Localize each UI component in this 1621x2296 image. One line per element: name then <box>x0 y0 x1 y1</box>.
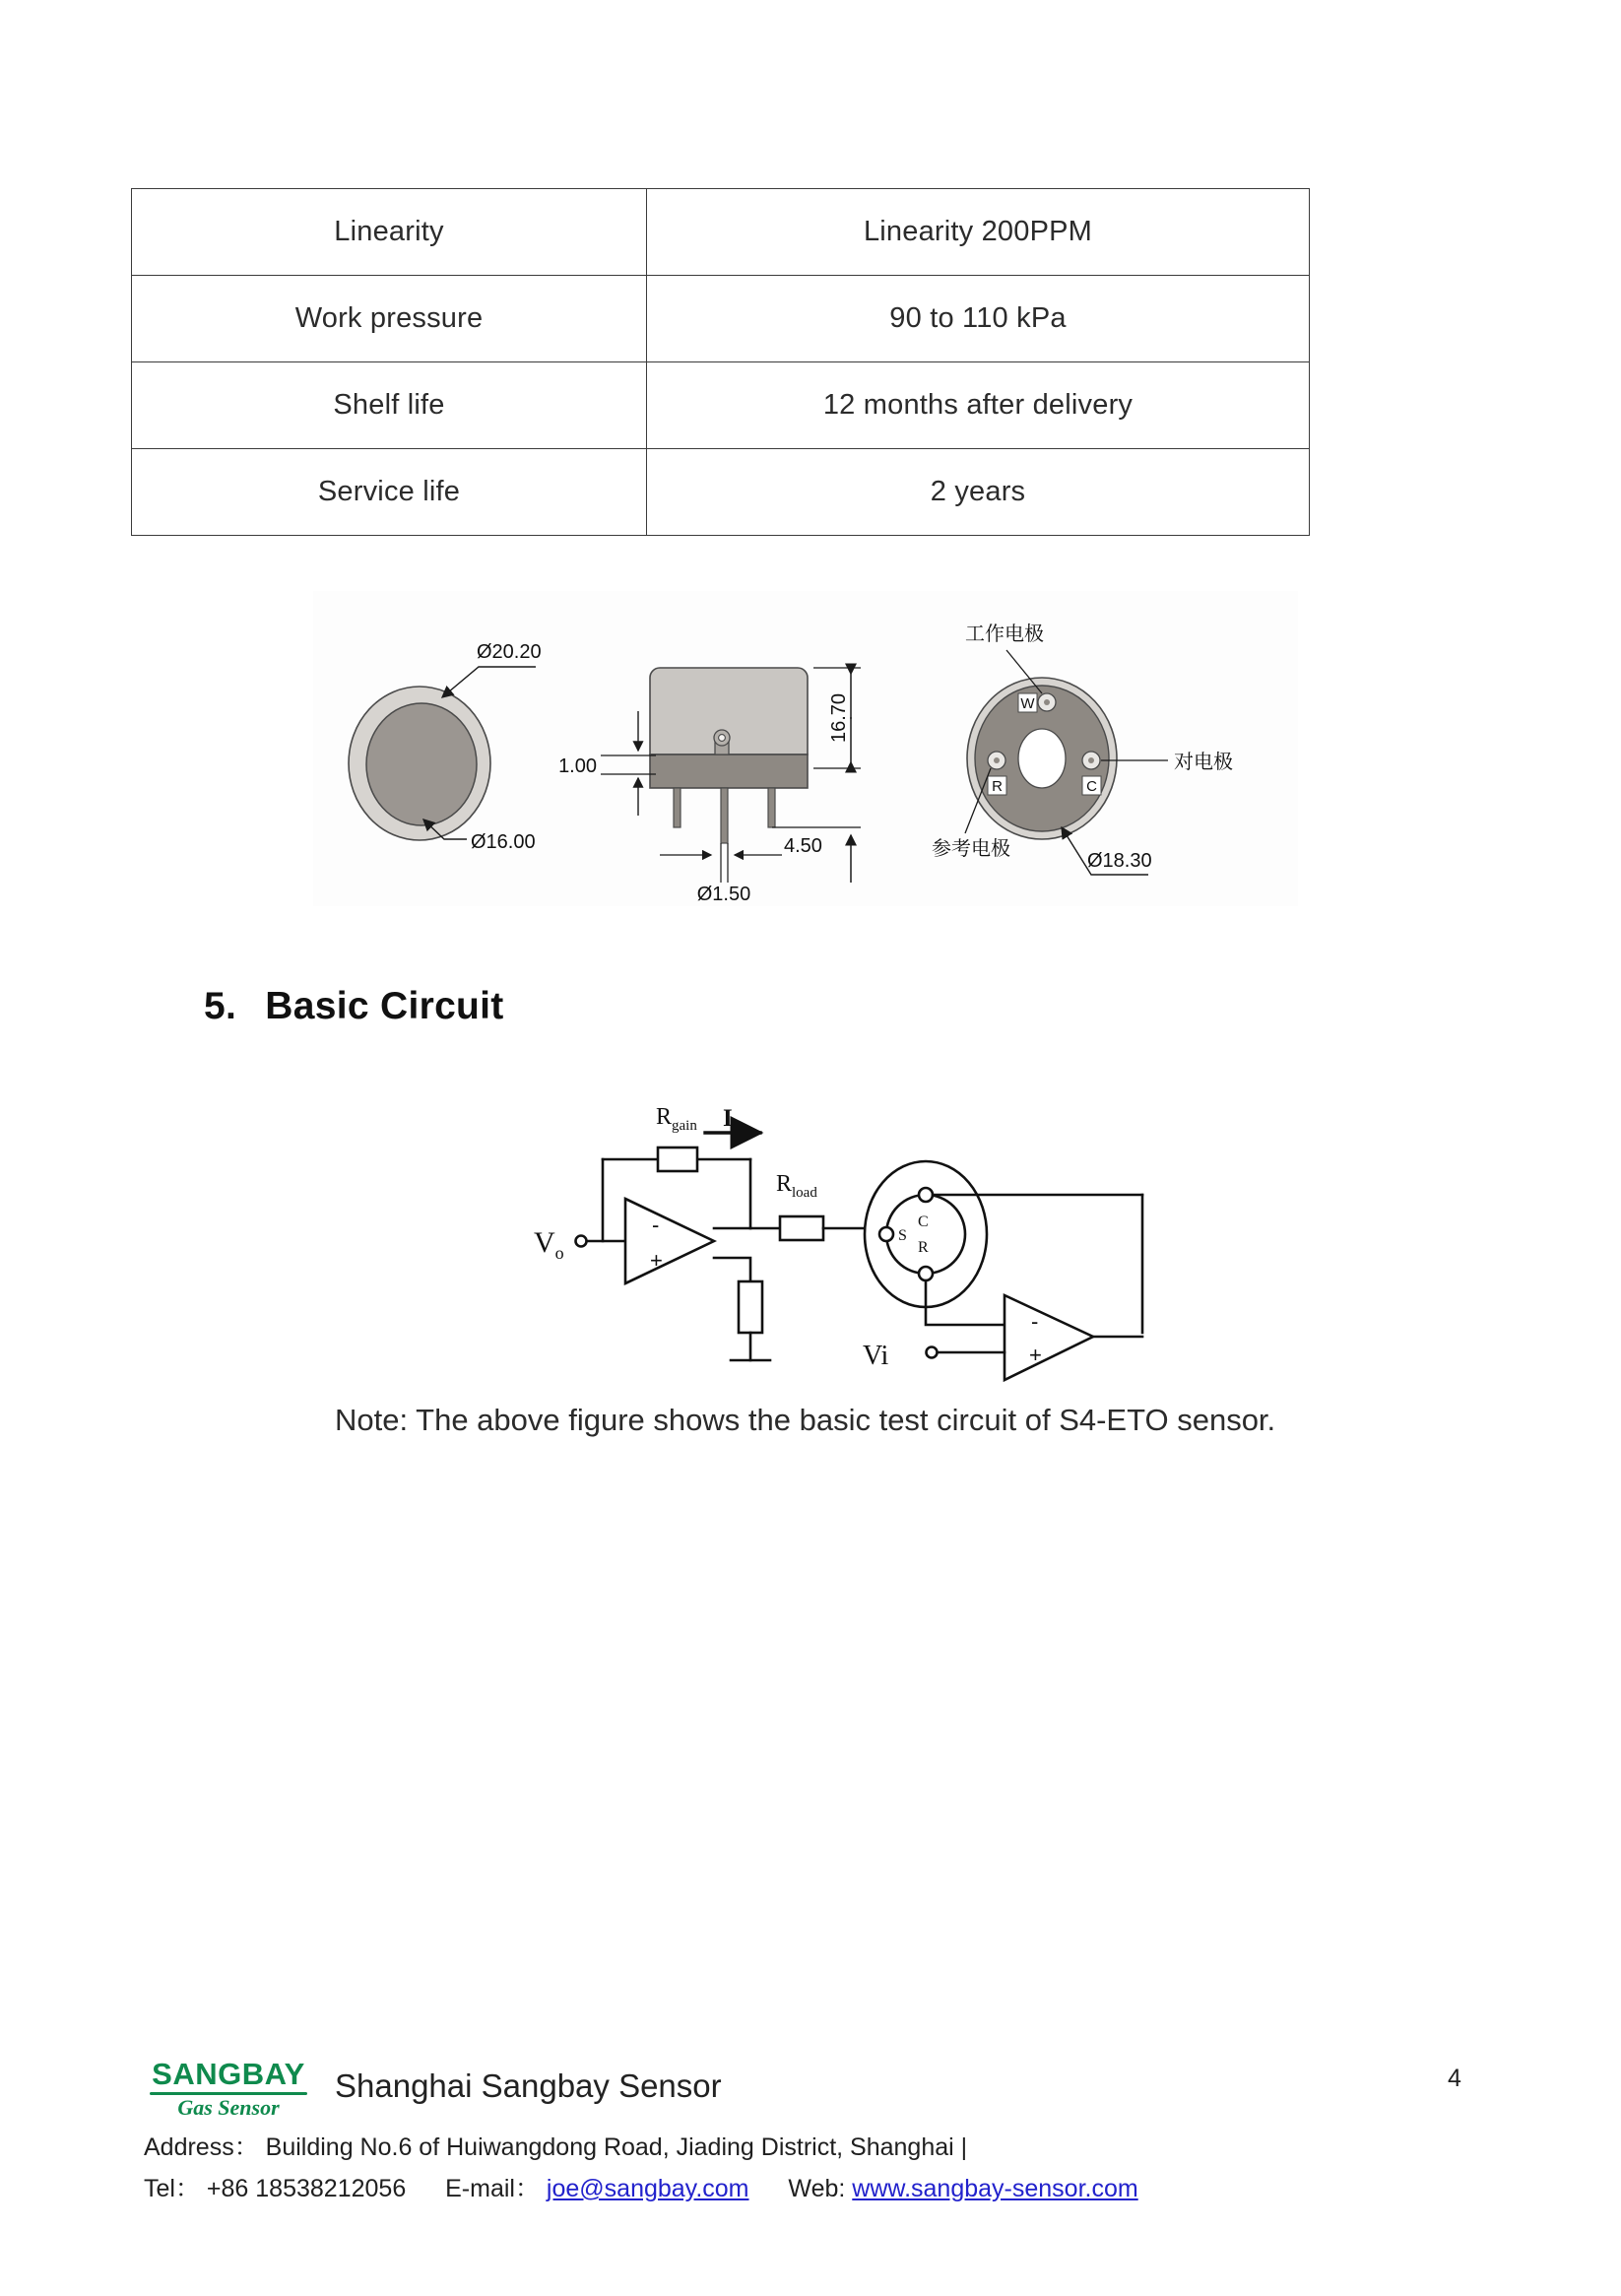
logo-wordmark: SANGBAY <box>152 2057 305 2091</box>
pad-label-w: W <box>1020 695 1035 712</box>
resistor-divider <box>739 1281 762 1333</box>
opamp2-minus-label: - <box>1031 1309 1039 1334</box>
opamp2-plus-label: + <box>1029 1343 1042 1367</box>
footer-brand-row <box>144 2057 722 2120</box>
spec-key-work-pressure: Work pressure <box>132 276 647 362</box>
opamp1-plus-label: + <box>650 1248 663 1273</box>
resistor-rload <box>780 1216 823 1240</box>
company-name: Shanghai Sangbay Sensor <box>335 2067 722 2104</box>
side-view-gas-port-hole <box>719 735 726 742</box>
terminal-vo <box>576 1236 587 1247</box>
sensor-label-s: S <box>898 1227 907 1244</box>
spec-key-service-life: Service life <box>132 449 647 536</box>
pad-counter-electrode-hole <box>1088 757 1094 763</box>
section-number: 5. <box>204 985 237 1027</box>
opamp1-minus-label: - <box>652 1213 660 1237</box>
bottom-diameter-label: Ø18.30 <box>1087 850 1152 872</box>
table-row <box>132 276 1310 362</box>
specifications-table-wrapper <box>131 188 1310 536</box>
sensor-terminal-r <box>919 1267 933 1280</box>
height-dimension-label: 16.70 <box>828 692 850 744</box>
footer-contact-row <box>144 2169 1138 2204</box>
spec-value-work-pressure: 90 to 110 kPa <box>647 276 1310 362</box>
reference-electrode-label: 参考电极 <box>932 838 1010 860</box>
pin-diameter-label: Ø1.50 <box>696 884 751 905</box>
top-view-membrane <box>366 703 477 825</box>
pad-label-c: C <box>1086 778 1097 795</box>
rload-label-group: $R_{load}$ <box>776 1171 817 1201</box>
current-label: I <box>723 1105 733 1132</box>
spec-key-linearity: Linearity <box>132 189 647 276</box>
vi-label: Vi <box>863 1341 889 1371</box>
working-electrode-label: 工作电极 <box>965 623 1044 645</box>
pad-label-r: R <box>992 778 1003 795</box>
table-row <box>132 362 1310 449</box>
tel-label: Tel： <box>144 2175 200 2202</box>
specifications-table <box>131 188 1310 536</box>
dimension-drawing-svg <box>313 591 1298 906</box>
outer-diameter-leader <box>442 667 536 697</box>
resistor-rgain <box>658 1148 697 1171</box>
pin-length-label: 4.50 <box>784 835 822 857</box>
email-label: E-mail： <box>445 2175 540 2202</box>
spec-value-shelf-life: 12 months after delivery <box>647 362 1310 449</box>
pin-working <box>721 788 728 843</box>
specifications-table-body <box>132 189 1310 536</box>
pin-counter <box>768 788 775 827</box>
top-view-group <box>349 641 542 853</box>
vo-label-group: $V_o$ <box>534 1226 564 1263</box>
counter-electrode-label: 对电极 <box>1174 752 1233 773</box>
sangbay-logo <box>144 2057 313 2120</box>
side-view-group <box>558 668 861 905</box>
spec-value-service-life: 2 years <box>647 449 1310 536</box>
opamp-2 <box>1005 1295 1093 1380</box>
sensor-label-r: R <box>918 1239 929 1256</box>
circuit-note: Note: The above figure shows the basic test circuit of S4-ETO sensor. <box>335 1403 1276 1437</box>
circuit-svg <box>512 1088 1201 1384</box>
tel-value: +86 18538212056 <box>206 2175 407 2202</box>
pad-working-electrode-hole <box>1044 699 1050 705</box>
basic-test-circuit-diagram <box>512 1088 1201 1384</box>
bottom-view-center-hole <box>1018 729 1066 788</box>
outer-diameter-label: Ø20.20 <box>477 641 542 663</box>
page-number: 4 <box>1448 2065 1461 2092</box>
table-row <box>132 189 1310 276</box>
pin-reference <box>674 788 681 827</box>
spec-value-linearity: Linearity 200PPM <box>647 189 1310 276</box>
spec-key-shelf-life: Shelf life <box>132 362 647 449</box>
table-row <box>132 449 1310 536</box>
pad-reference-electrode-hole <box>994 757 1000 763</box>
rgain-label-group: $R_{gain}$ <box>656 1104 697 1134</box>
section-heading-basic-circuit <box>204 985 504 1028</box>
footer-address: Address： Building No.6 of Huiwangdong Road, Jiading District, Shanghai | <box>144 2133 968 2161</box>
page-title: Basic Circuit <box>265 985 504 1027</box>
email-link[interactable]: joe@sangbay.com <box>546 2175 749 2202</box>
pin-offset-label: 1.00 <box>558 755 597 777</box>
bottom-view-group <box>932 623 1233 875</box>
sensor-terminal-s <box>879 1227 893 1241</box>
opamp-1 <box>625 1199 714 1283</box>
logo-tagline: Gas Sensor <box>177 2095 280 2120</box>
inner-diameter-label: Ø16.00 <box>471 831 536 853</box>
wire-opamp1-plus <box>714 1258 750 1281</box>
side-view-base <box>650 754 808 788</box>
sensor-dimension-drawing <box>313 591 1298 906</box>
web-label: Web: <box>788 2175 846 2202</box>
website-link[interactable]: www.sangbay-sensor.com <box>852 2175 1138 2202</box>
sensor-label-c: C <box>918 1214 929 1230</box>
terminal-vi <box>927 1347 938 1358</box>
sensor-terminal-c <box>919 1188 933 1202</box>
